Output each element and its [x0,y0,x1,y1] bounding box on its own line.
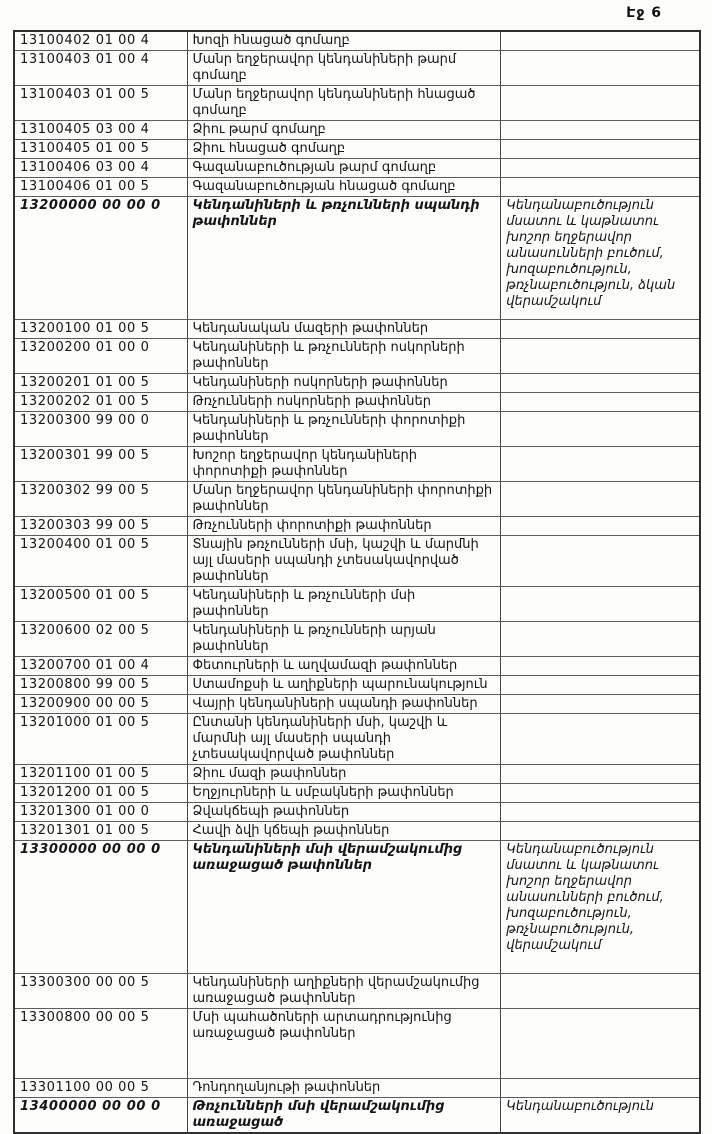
note-cell [501,447,700,482]
waste-table-body [14,31,700,1133]
name-cell: Մանր եղջերավոր կենդանիների փորոտիքի թափոններ [187,482,501,517]
name-cell: Ընտանի կենդանիների մսի, կաշվի և մարմնի այլ մասերի սպանդի չտեսակավորված թափոններ [187,714,501,765]
code-cell: 13201000 01 00 5 [14,714,187,765]
note-cell [501,803,700,822]
page-number: Էջ 6 [626,5,662,21]
name-cell: Ձիու մազի թափոններ [187,765,501,784]
note-cell [501,374,700,393]
table-row [14,412,700,447]
waste-classification-table [13,30,701,1134]
name-cell: Խոշոր եղջերավոր կենդանիների փորոտիքի թափոններ [187,447,501,482]
table-row [14,339,700,374]
note-cell: Կենդանաբուծություն մսատու և կաթնատու խոշոր եղջերավոր անասունների բուծում, խոզաբուծություն, թռչնաբուծություն, վերամշակում [501,841,700,974]
table-row [14,695,700,714]
code-cell: 13300300 00 00 5 [14,974,187,1009]
code-cell: 13200303 99 00 5 [14,517,187,536]
table-row [14,393,700,412]
name-cell: Ձիու թարմ գոմաղբ [187,121,501,140]
note-cell [501,178,700,197]
note-cell [501,676,700,695]
name-cell: Թռչունների փորոտիքի թափոններ [187,517,501,536]
name-cell: Կենդանիների և թռչունների մսի թափոններ [187,587,501,622]
note-cell [501,974,700,1009]
code-cell: 13200500 01 00 5 [14,587,187,622]
note-cell [501,587,700,622]
note-cell [501,784,700,803]
code-cell: 13201300 01 00 0 [14,803,187,822]
table-row [14,320,700,339]
note-cell [501,714,700,765]
name-cell: Կենդանիների մսի վերամշակումից առաջացած թափոններ [187,841,501,974]
note-cell [501,822,700,841]
name-cell: Ձիու հնացած գոմաղբ [187,140,501,159]
table-row [14,86,700,121]
code-cell: 13100402 01 00 4 [14,31,187,51]
table-row [14,765,700,784]
name-cell: Կենդանիների աղիքների վերամշակումից առաջացած թափոններ [187,974,501,1009]
code-cell: 13201301 01 00 5 [14,822,187,841]
name-cell: Գազանաբուծության հնացած գոմաղբ [187,178,501,197]
name-cell: Խոզի հնացած գոմաղբ [187,31,501,51]
code-cell: 13200300 99 00 0 [14,412,187,447]
note-cell [501,695,700,714]
name-cell: Կենդանիների ոսկորների թափոններ [187,374,501,393]
code-cell: 13300800 00 00 5 [14,1009,187,1079]
table-row [14,974,700,1009]
table-row [14,803,700,822]
note-cell [501,320,700,339]
code-cell: 13200900 00 00 5 [14,695,187,714]
table-row [14,536,700,587]
code-cell: 13200302 99 00 5 [14,482,187,517]
table-row [14,676,700,695]
name-cell: Կենդանիների և թռչունների ոսկորների թափոններ [187,339,501,374]
name-cell: Փետուրների և աղվամազի թափոններ [187,657,501,676]
note-cell [501,1079,700,1098]
table-row [14,841,700,974]
name-cell: Ձվակճեպի թափոններ [187,803,501,822]
table-row [14,178,700,197]
code-cell: 13100406 01 00 5 [14,178,187,197]
note-cell [501,121,700,140]
note-cell [501,140,700,159]
name-cell: Կենդանիների և թռչունների սպանդի թափոններ [187,197,501,320]
table-row [14,517,700,536]
table-row [14,140,700,159]
code-cell: 13201100 01 00 5 [14,765,187,784]
code-cell: 13200800 99 00 5 [14,676,187,695]
note-cell [501,339,700,374]
code-cell: 13200202 01 00 5 [14,393,187,412]
name-cell: Կենդանական մազերի թափոններ [187,320,501,339]
code-cell: 13200301 99 00 5 [14,447,187,482]
note-cell [501,86,700,121]
table-row [14,31,700,51]
name-cell: Հավի ձվի կճեպի թափոններ [187,822,501,841]
code-cell: 13100403 01 00 4 [14,51,187,86]
table-row [14,587,700,622]
name-cell: Դոնդողանյութի թափոններ [187,1079,501,1098]
code-cell: 13100405 01 00 5 [14,140,187,159]
note-cell [501,1009,700,1079]
note-cell [501,412,700,447]
note-cell [501,393,700,412]
table-row [14,1098,700,1134]
code-cell: 13201200 01 00 5 [14,784,187,803]
code-cell: 13200201 01 00 5 [14,374,187,393]
note-cell [501,51,700,86]
code-cell: 13100405 03 00 4 [14,121,187,140]
table-row [14,784,700,803]
note-cell [501,657,700,676]
table-row [14,1079,700,1098]
code-cell: 13100406 03 00 4 [14,159,187,178]
note-cell: Կենդանաբուծություն [501,1098,700,1134]
table-row [14,121,700,140]
code-cell: 13200400 01 00 5 [14,536,187,587]
table-row [14,482,700,517]
note-cell [501,622,700,657]
note-cell: Կենդանաբուծություն մսատու և կաթնատու խոշոր եղջերավոր անասունների բուծում, խոզաբուծություն, թռչնաբուծություն, ձկան վերամշակում [501,197,700,320]
name-cell: Վայրի կենդանիների սպանդի թափոններ [187,695,501,714]
code-cell: 13100403 01 00 5 [14,86,187,121]
note-cell [501,536,700,587]
code-cell: 13400000 00 00 0 [14,1098,187,1134]
note-cell [501,482,700,517]
name-cell: Մանր եղջերավոր կենդանիների թարմ գոմաղբ [187,51,501,86]
code-cell: 13301100 00 00 5 [14,1079,187,1098]
code-cell: 13200000 00 00 0 [14,197,187,320]
name-cell: Տնային թռչունների մսի, կաշվի և մարմնի այլ մասերի սպանդի չտեսակավորված թափոններ [187,536,501,587]
name-cell: Մանր եղջերավոր կենդանիների հնացած գոմաղբ [187,86,501,121]
name-cell: Թռչունների ոսկորների թափոններ [187,393,501,412]
name-cell: Գազանաբուծության թարմ գոմաղբ [187,159,501,178]
table-row [14,51,700,86]
name-cell: Կենդանիների և թռչունների փորոտիքի թափոններ [187,412,501,447]
name-cell: Կենդանիների և թռչունների արյան թափոններ [187,622,501,657]
code-cell: 13200100 01 00 5 [14,320,187,339]
table-row [14,622,700,657]
table-row [14,159,700,178]
name-cell: Եղջյուրների և սմբակների թափոններ [187,784,501,803]
code-cell: 13200600 02 00 5 [14,622,187,657]
note-cell [501,159,700,178]
code-cell: 13200200 01 00 0 [14,339,187,374]
note-cell [501,31,700,51]
note-cell [501,765,700,784]
code-cell: 13200700 01 00 4 [14,657,187,676]
table-row [14,822,700,841]
table-row [14,197,700,320]
code-cell: 13300000 00 00 0 [14,841,187,974]
table-row [14,374,700,393]
name-cell: Ստամոքսի և աղիքների պարունակություն [187,676,501,695]
name-cell: Թռչունների մսի վերամշակումից առաջացած [187,1098,501,1134]
table-row [14,447,700,482]
table-row [14,657,700,676]
table-row [14,714,700,765]
table-row [14,1009,700,1079]
name-cell: Մսի պահածոների արտադրությունից առաջացած թափոններ [187,1009,501,1079]
note-cell [501,517,700,536]
